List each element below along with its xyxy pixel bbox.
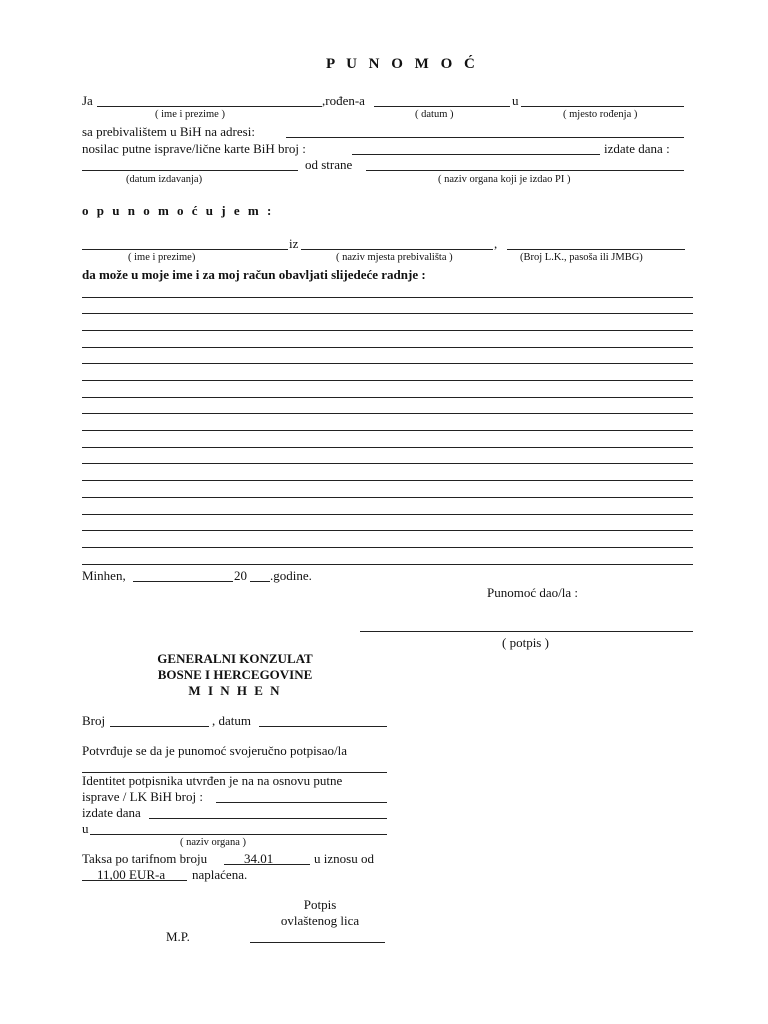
signature-line[interactable] — [360, 631, 693, 632]
official-signature-line[interactable] — [250, 942, 385, 943]
consulate-name-line1: GENERALNI KONZULAT — [157, 651, 313, 666]
tax-amount-label: u iznosu od — [314, 851, 374, 866]
hint-proxy-name: ( ime i prezime) — [128, 252, 196, 263]
label-broj: Broj — [82, 713, 106, 728]
label-consulate-u: u — [82, 821, 89, 836]
proxy-residence-field[interactable] — [301, 249, 493, 250]
task-line[interactable] — [82, 380, 693, 381]
task-line[interactable] — [82, 397, 693, 398]
name-field[interactable] — [97, 106, 322, 107]
passport-number-field[interactable] — [352, 154, 600, 155]
hint-organ: ( naziv organa ) — [180, 837, 246, 848]
label-passport: nosilac putne isprave/lične karte BiH broj : — [82, 141, 306, 156]
year-field[interactable] — [250, 581, 270, 582]
proxy-id-field[interactable] — [507, 249, 685, 250]
task-line[interactable] — [82, 347, 693, 348]
official-signature-label2: ovlaštenog lica — [280, 913, 360, 928]
date-field[interactable] — [133, 581, 233, 582]
identity-passport-field[interactable] — [216, 802, 387, 803]
hint-id: (Broj L.K., pasoša ili JMBG) — [520, 252, 643, 263]
hint-date: ( datum ) — [415, 109, 454, 120]
label-ja: Ja — [82, 93, 93, 108]
proxy-name-field[interactable] — [82, 249, 288, 250]
hint-issuer: ( naziv organa koji je izdao PI ) — [438, 174, 571, 185]
consulate-name-line2: BOSNE I HERCEGOVINE — [157, 667, 313, 682]
comma: , — [494, 236, 498, 251]
task-line[interactable] — [82, 530, 693, 531]
identity-text-line1: Identitet potpisnika utvrđen je na na osnovu putne — [82, 773, 343, 788]
task-line[interactable] — [82, 480, 693, 481]
task-line[interactable] — [82, 447, 693, 448]
hint-issue-date: (datum izdavanja) — [126, 174, 203, 185]
task-line[interactable] — [82, 547, 693, 548]
hint-signature: ( potpis ) — [502, 635, 549, 650]
consulate-organ-field[interactable] — [90, 834, 387, 835]
birthplace-field[interactable] — [521, 106, 684, 107]
issuer-field[interactable] — [366, 170, 684, 171]
consulate-issue-date-field[interactable] — [149, 818, 387, 819]
task-line[interactable] — [82, 297, 693, 298]
consulate-number-field[interactable] — [110, 726, 209, 727]
label-rodjen: ,rođen-a — [322, 93, 365, 108]
label-iz: iz — [289, 236, 299, 251]
proxy-heading: o p u n o m o ć u j e m : — [82, 203, 274, 218]
hint-residence: ( naziv mjesta prebivališta ) — [336, 252, 453, 263]
label-year-prefix: 20 — [234, 568, 247, 583]
official-signature-label1: Potpis — [303, 897, 337, 912]
consulate-date-field[interactable] — [259, 726, 387, 727]
task-line[interactable] — [82, 430, 693, 431]
task-line[interactable] — [82, 413, 693, 414]
label-issue-date: izdate dana : — [604, 141, 670, 156]
paid-label: naplaćena. — [192, 867, 248, 882]
identity-text-line2: isprave / LK BiH broj : — [82, 789, 203, 804]
label-godine: .godine. — [270, 568, 312, 583]
issue-date-field[interactable] — [82, 170, 298, 171]
task-line[interactable] — [82, 564, 693, 565]
task-line[interactable] — [82, 330, 693, 331]
document-title: P U N O M O Ć — [326, 56, 479, 72]
birth-date-field[interactable] — [374, 106, 510, 107]
label-u: u — [512, 93, 519, 108]
address-field[interactable] — [286, 137, 684, 138]
task-line[interactable] — [82, 313, 693, 314]
label-consulate-issue-date: izdate dana — [82, 805, 141, 820]
label-place: Minhen, — [82, 568, 126, 583]
hint-birthplace: ( mjesto rođenja ) — [563, 109, 638, 120]
task-line[interactable] — [82, 497, 693, 498]
amount-value: 11,00 EUR-a — [97, 867, 166, 882]
tasks-heading: da može u moje ime i za moj račun obavljati slijedeće radnje : — [82, 267, 426, 282]
confirm-text: Potvrđuje se da je punomoć svojeručno potpisao/la — [82, 743, 348, 758]
stamp-label: M.P. — [166, 929, 190, 944]
task-line[interactable] — [82, 514, 693, 515]
label-datum: , datum — [212, 713, 251, 728]
task-line[interactable] — [82, 363, 693, 364]
task-line[interactable] — [82, 463, 693, 464]
label-od-strane: od strane — [305, 157, 353, 172]
label-address: sa prebivalištem u BiH na adresi: — [82, 124, 255, 139]
consulate-city: M I N H E N — [188, 683, 282, 698]
hint-name: ( ime i prezime ) — [155, 109, 225, 120]
tax-prefix: Taksa po tarifnom broju — [82, 851, 208, 866]
tariff-number: 34.01 — [244, 851, 274, 866]
label-signed-by: Punomoć dao/la : — [487, 585, 578, 600]
